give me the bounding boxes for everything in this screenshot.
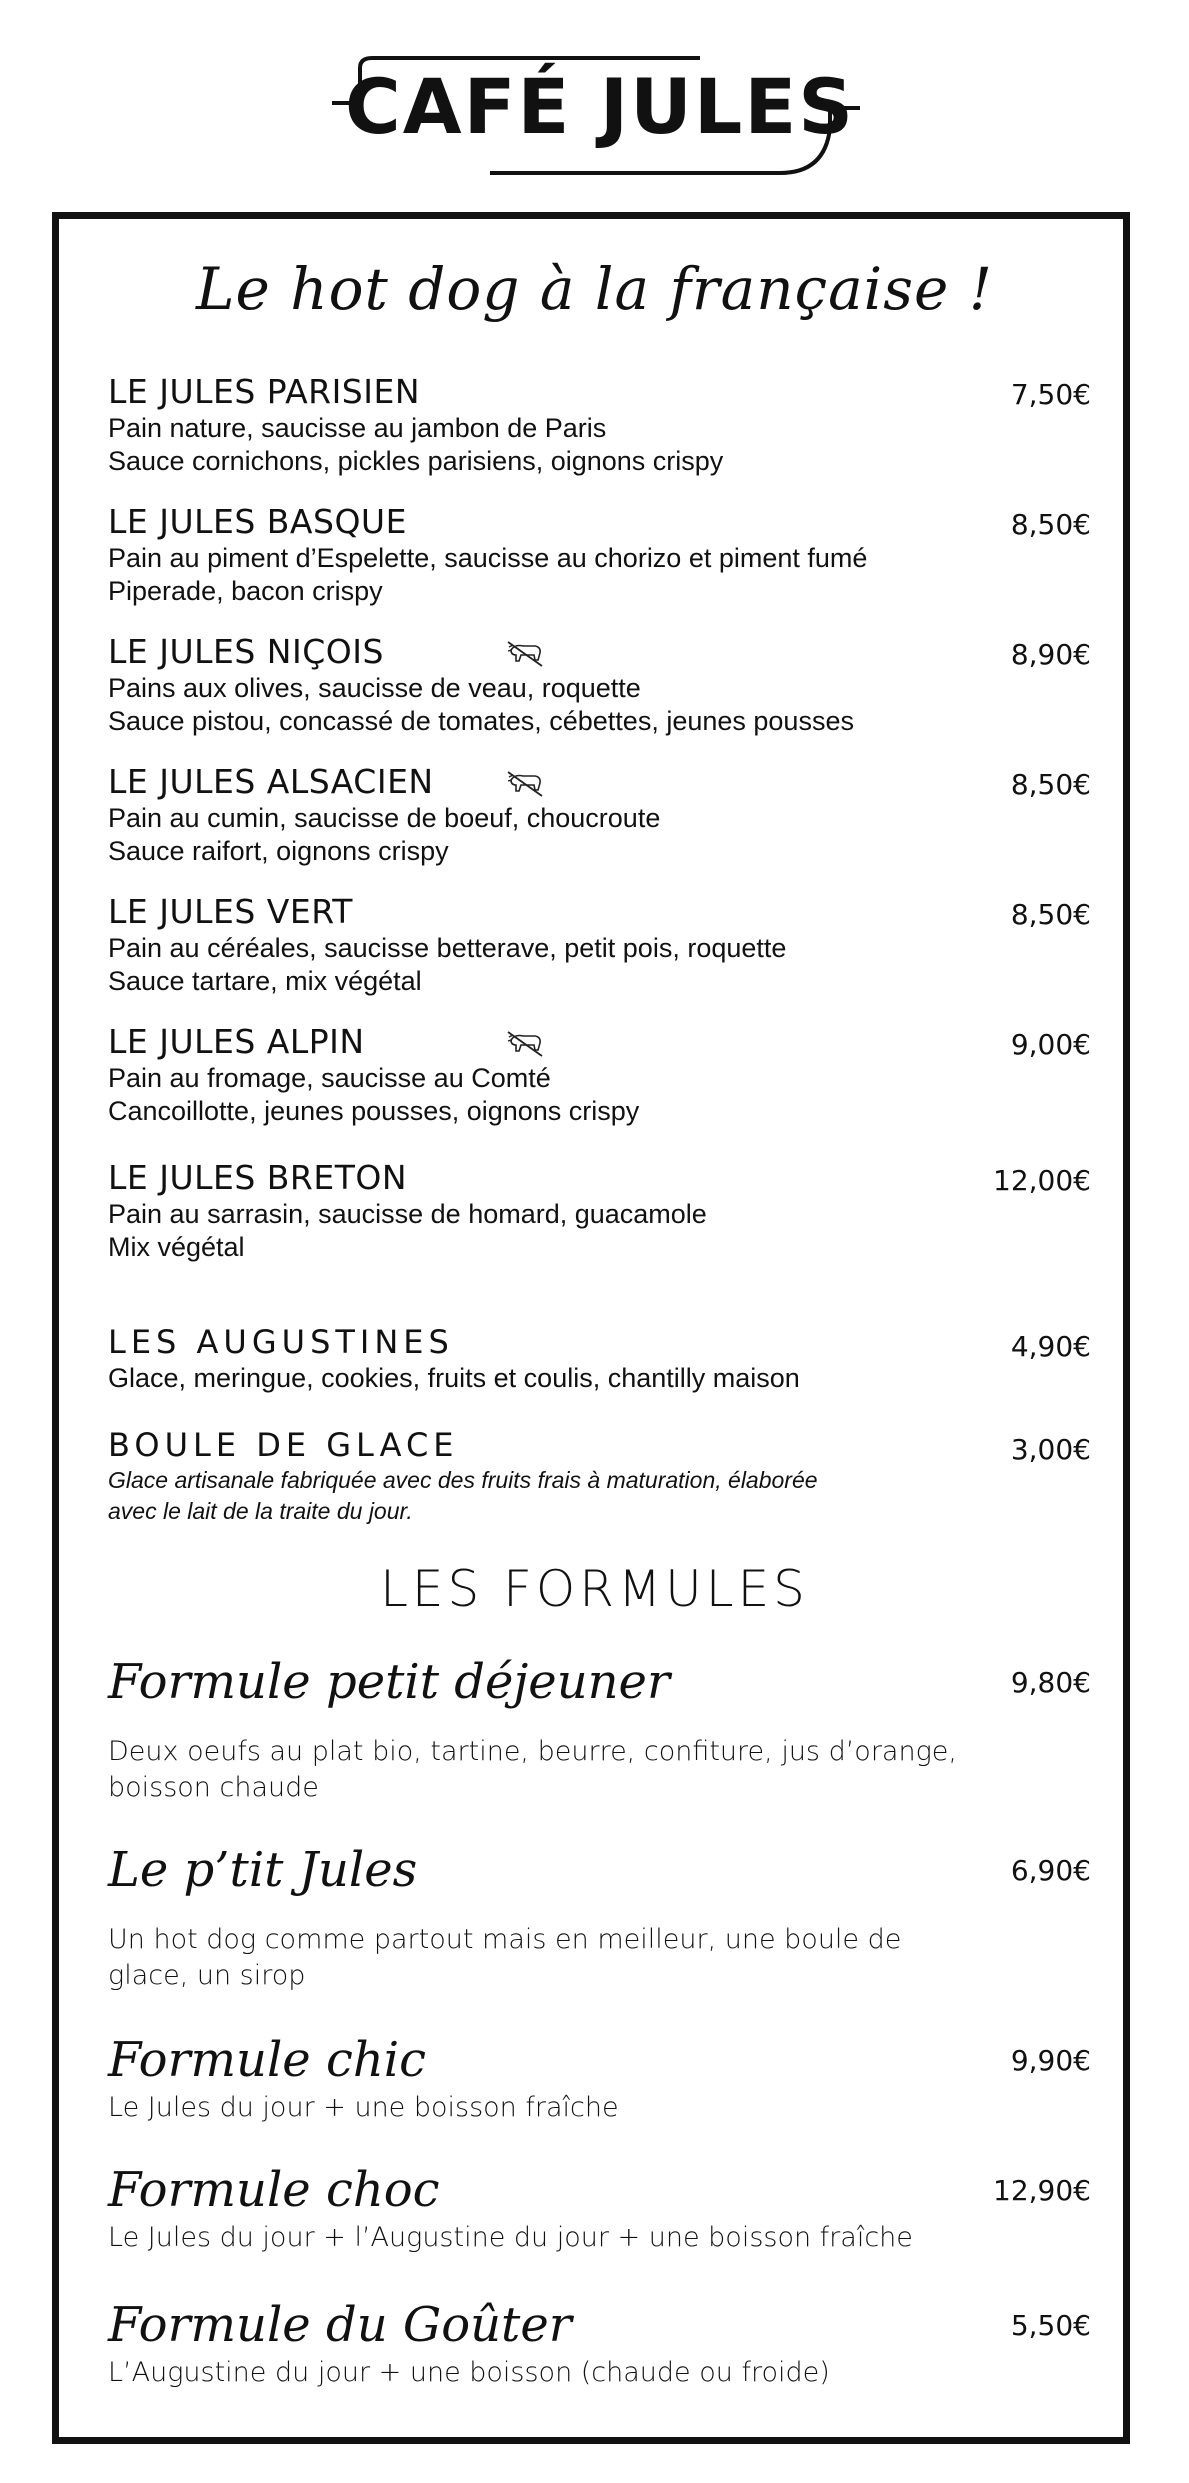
item-description: Pains aux olives, saucisse de veau, roquette xyxy=(108,673,641,703)
menu-item xyxy=(108,1022,1108,1128)
item-description: Pain nature, saucisse au jambon de Paris xyxy=(108,413,607,443)
formule-description: Deux oeufs au plat bio, tartine, beurre, confiture, jus d’orange, xyxy=(108,1736,957,1767)
item-name: LE JULES BASQUE xyxy=(108,502,407,541)
formule-description: Le Jules du jour + l’Augustine du jour + une boisson fraîche xyxy=(108,2222,913,2253)
item-price: 8,50€ xyxy=(1010,768,1091,801)
menu-item xyxy=(108,892,1108,998)
item-price: 9,00€ xyxy=(1010,1028,1091,1061)
dessert-description: Glace, meringue, cookies, fruits et coulis, chantilly maison xyxy=(108,1363,800,1393)
formules-title: LES FORMULES xyxy=(380,1560,809,1618)
formule-name: Formule du Goûter xyxy=(108,2297,572,2353)
item-description: Sauce cornichons, pickles parisiens, oignons crispy xyxy=(108,446,724,476)
dessert-name: LES AUGUSTINES xyxy=(108,1323,454,1361)
item-description: Pain au fromage, saucisse au Comté xyxy=(108,1063,551,1093)
brand-name: CAFÉ JULES xyxy=(345,62,855,151)
item-price: 12,00€ xyxy=(993,1164,1091,1197)
crossed-out-cow-icon xyxy=(505,638,545,670)
item-description: Pain au piment d’Espelette, saucisse au chorizo et piment fumé xyxy=(108,543,868,573)
menu-item xyxy=(108,502,1108,608)
formule-item xyxy=(108,2030,1108,2126)
item-description: Pain au sarrasin, saucisse de homard, guacamole xyxy=(108,1199,707,1229)
formule-item xyxy=(108,2160,1108,2256)
item-description: Piperade, bacon crispy xyxy=(108,576,383,606)
item-name: LE JULES ALPIN xyxy=(108,1022,365,1061)
dessert-item xyxy=(108,1425,1108,1527)
item-name: LE JULES VERT xyxy=(108,892,353,931)
dessert-price: 4,90€ xyxy=(1010,1330,1091,1363)
formule-description: Un hot dog comme partout mais en meilleur, une boule de xyxy=(108,1924,902,1955)
menu-tagline: Le hot dog à la française ! xyxy=(195,255,994,323)
dessert-description: avec le lait de la traite du jour. xyxy=(108,1498,413,1524)
item-description: Pain au céréales, saucisse betterave, petit pois, roquette xyxy=(108,933,787,963)
dessert-price: 3,00€ xyxy=(1010,1433,1091,1466)
formule-name: Formule petit déjeuner xyxy=(108,1654,670,1710)
item-description: Sauce pistou, concassé de tomates, cébettes, jeunes pousses xyxy=(108,706,854,736)
item-price: 8,50€ xyxy=(1010,508,1091,541)
item-description: Mix végétal xyxy=(108,1232,245,1262)
formule-item xyxy=(108,1652,1108,1806)
formule-description: L’Augustine du jour + une boisson (chaude ou froide) xyxy=(108,2357,830,2388)
menu-item xyxy=(108,1158,1108,1264)
formule-description: boisson chaude xyxy=(108,1772,319,1803)
dessert-name: BOULE DE GLACE xyxy=(108,1426,459,1464)
menu-item xyxy=(108,372,1108,478)
item-description: Sauce raifort, oignons crispy xyxy=(108,836,449,866)
item-name: LE JULES ALSACIEN xyxy=(108,762,434,801)
crossed-out-cow-icon xyxy=(505,1028,545,1060)
item-price: 8,50€ xyxy=(1010,898,1091,931)
formule-description: glace, un sirop xyxy=(108,1960,306,1991)
formule-price: 5,50€ xyxy=(1010,2309,1091,2342)
item-description: Cancoillotte, jeunes pousses, oignons crispy xyxy=(108,1096,640,1126)
dessert-description: Glace artisanale fabriquée avec des fruits frais à maturation, élaborée xyxy=(108,1467,818,1493)
item-description: Pain au cumin, saucisse de boeuf, choucroute xyxy=(108,803,661,833)
crossed-out-cow-icon xyxy=(505,768,545,800)
item-name: LE JULES PARISIEN xyxy=(108,372,421,411)
formule-item xyxy=(108,1840,1108,1994)
item-name: LE JULES BRETON xyxy=(108,1158,408,1197)
formule-price: 9,90€ xyxy=(1010,2044,1091,2077)
item-price: 7,50€ xyxy=(1010,378,1091,411)
item-price: 8,90€ xyxy=(1010,638,1091,671)
menu-item xyxy=(108,762,1108,868)
item-name: LE JULES NIÇOIS xyxy=(108,632,384,671)
formule-name: Formule choc xyxy=(108,2162,440,2218)
formule-item xyxy=(108,2295,1108,2391)
menu-item xyxy=(108,632,1108,738)
formule-name: Le p’tit Jules xyxy=(108,1842,418,1898)
formule-price: 6,90€ xyxy=(1010,1854,1091,1887)
formule-price: 9,80€ xyxy=(1010,1666,1091,1699)
cafe-jules-logo xyxy=(320,28,880,178)
formule-name: Formule chic xyxy=(108,2032,426,2088)
item-description: Sauce tartare, mix végétal xyxy=(108,966,422,996)
dessert-item xyxy=(108,1322,1108,1395)
formule-description: Le Jules du jour + une boisson fraîche xyxy=(108,2092,619,2123)
formule-price: 12,90€ xyxy=(993,2174,1091,2207)
